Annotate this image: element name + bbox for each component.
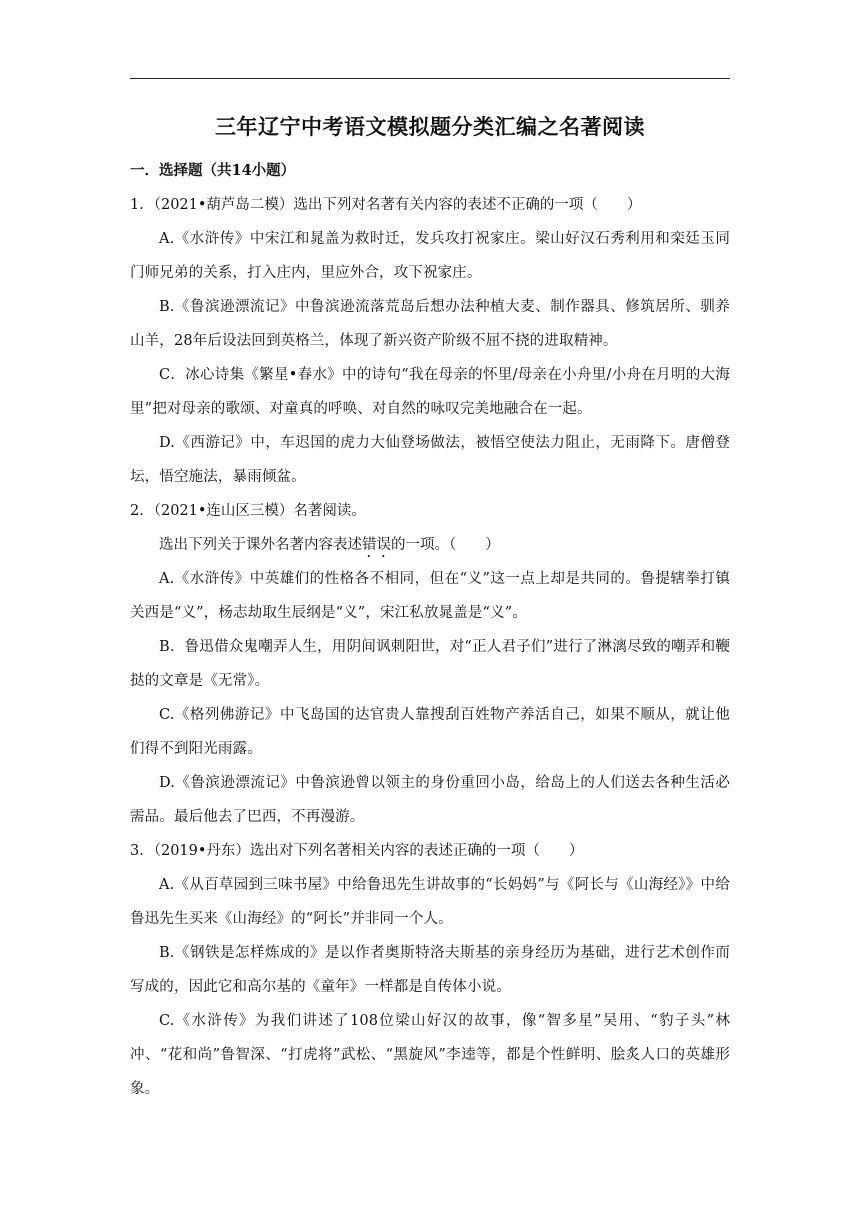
question-stem: 2．（2021•连山区三模）名著阅读。 — [130, 503, 366, 519]
question-stem: 3．（2019•丹东）选出对下列名著相关内容的表述正确的一项（ ） — [130, 843, 584, 859]
section-heading: 一．选择题（共14小题） — [130, 162, 296, 179]
option-d: D.《鲁滨逊漂流记》中鲁滨逊曾以领主的身份重回小岛，给岛上的人们送去各种生活必需品。最后他去了巴西，不再漫游。 — [130, 775, 730, 825]
question-2 — [130, 494, 730, 834]
option-b: B．鲁迅借众鬼嘲弄人生，用阴间讽刺阳世，对“正人君子们”进行了淋漓尽致的嘲弄和鞭挞的文章是《无常》。 — [130, 639, 730, 689]
header-rule — [130, 78, 730, 79]
option-a: A.《从百草园到三味书屋》中给鲁迅先生讲故事的“长妈妈”与《阿长与《山海经》》中给鲁迅先生买来《山海经》的“阿长”并非同一个人。 — [130, 877, 730, 927]
option-c: C．冰心诗集《繁星•春水》中的诗句“我在母亲的怀里/母亲在小舟里/小舟在月明的大海里”把对母亲的歌颂、对童真的呼唤、对自然的咏叹完美地融合在一起。 — [130, 367, 730, 417]
intro-text-before: 选出下列关于课外名著内容表述 — [159, 537, 362, 553]
question-stem: 1．（2021•葫芦岛二模）选出下列对名著有关内容的表述不正确的一项（ ） — [130, 197, 642, 213]
option-a: A.《水浒传》中英雄们的性格各不相同，但在“义”这一点上却是共同的。鲁提辖拳打镇关西是“义”，杨志劫取生辰纲是“义”，宋江私放晁盖是“义”。 — [130, 571, 730, 621]
emphasized-word: 错误 — [362, 537, 391, 553]
option-b: B.《钢铁是怎样炼成的》是以作者奥斯特洛夫斯基的亲身经历为基础，进行艺术创作而写成的，因此它和高尔基的《童年》一样都是自传体小说。 — [130, 945, 730, 995]
option-c: C.《格列佛游记》中飞岛国的达官贵人靠搜刮百姓物产养活自己，如果不顺从，就让他们得不到阳光雨露。 — [130, 707, 730, 757]
page-title: 三年辽宁中考语文模拟题分类汇编之名著阅读 — [215, 114, 645, 139]
option-a: A.《水浒传》中宋江和晁盖为救时迁，发兵攻打祝家庄。梁山好汉石秀利用和栾廷玉同门师兄弟的关系，打入庄内，里应外合，攻下祝家庄。 — [130, 231, 730, 281]
question-1 — [130, 188, 730, 494]
question-3 — [130, 834, 730, 1106]
option-c: C.《水浒传》为我们讲述了108位梁山好汉的故事，像“智多星”吴用、“豹子头”林冲、“花和尚”鲁智深、“打虎将”武松、“黑旋风”李逵等，都是个性鲜明、脍炙人口的英雄形象。 — [130, 1013, 730, 1097]
question-intro — [130, 528, 730, 562]
document-body — [130, 154, 730, 1106]
intro-text-after: 的一项。（ ） — [391, 537, 500, 553]
option-d: D.《西游记》中，车迟国的虎力大仙登场做法，被悟空使法力阻止，无雨降下。唐僧登坛，悟空施法，暴雨倾盆。 — [130, 435, 730, 485]
option-b: B.《鲁滨逊漂流记》中鲁滨逊流落荒岛后想办法种植大麦、制作器具、修筑居所、驯养山羊，28年后设法回到英格兰，体现了新兴资产阶级不屈不挠的进取精神。 — [130, 299, 730, 349]
